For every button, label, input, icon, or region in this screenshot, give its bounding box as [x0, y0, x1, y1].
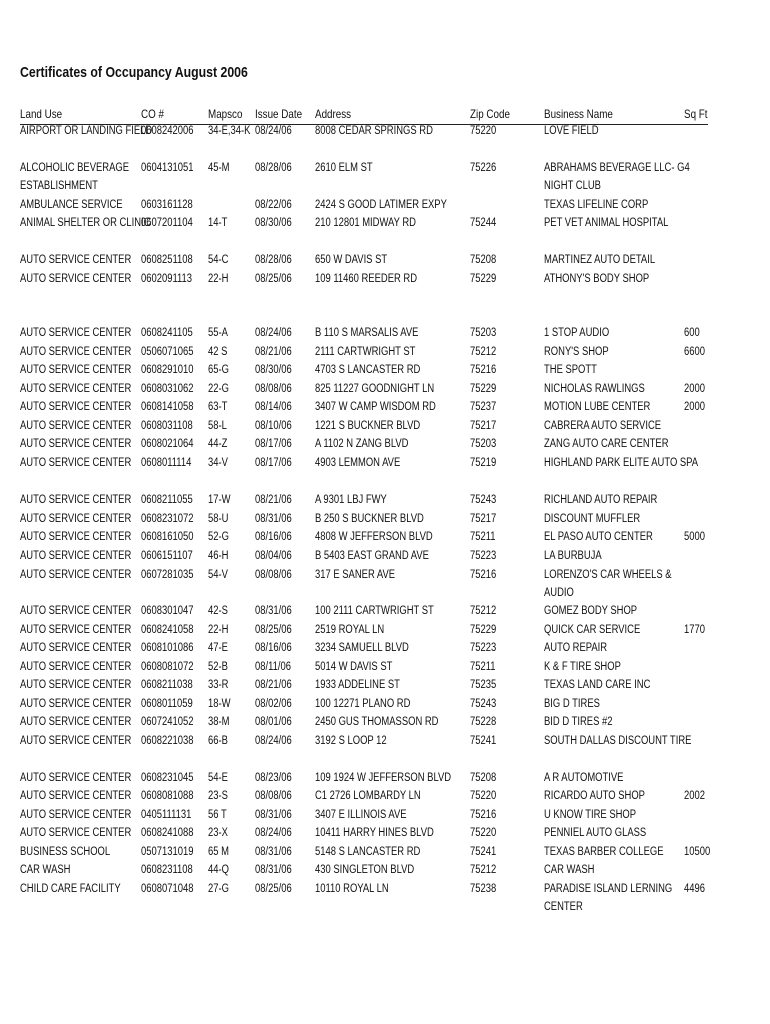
cell-zip: 75208	[470, 772, 497, 784]
cell-issue-date: 08/16/06	[255, 642, 292, 654]
cell-co: 0608251108	[141, 254, 193, 266]
cell-mapsco: 23-S	[208, 790, 228, 802]
page-title: Certificates of Occupancy August 2006	[20, 64, 248, 81]
cell-mapsco: 55-A	[208, 327, 228, 339]
cell-address: 4808 W JEFFERSON BLVD	[315, 531, 433, 543]
cell-address: B 5403 EAST GRAND AVE	[315, 550, 429, 562]
cell-business-name: RICHLAND AUTO REPAIR	[544, 494, 658, 506]
cell-business-name: CABRERA AUTO SERVICE	[544, 420, 662, 432]
cell-issue-date: 08/31/06	[255, 605, 292, 617]
table-row	[0, 380, 770, 398]
cell-sqft: 600	[684, 327, 700, 339]
cell-zip: 75244	[470, 217, 497, 229]
cell-co: 0608031062	[141, 383, 194, 395]
table-row	[0, 251, 770, 269]
cell-business-name: BID D TIRES #2	[544, 716, 613, 728]
cell-land-use: AUTO SERVICE CENTER	[20, 679, 132, 691]
cell-land-use: AUTO SERVICE CENTER	[20, 661, 132, 673]
cell-business-name: K & F TIRE SHOP	[544, 661, 621, 673]
cell-mapsco: 66-B	[208, 735, 228, 747]
cell-business-name: PET VET ANIMAL HOSPITAL	[544, 217, 669, 229]
cell-co: 0608211055	[141, 494, 193, 506]
cell-issue-date: 08/31/06	[255, 809, 292, 821]
cell-address: 100 12271 PLANO RD	[315, 698, 411, 710]
cell-issue-date: 08/24/06	[255, 327, 292, 339]
table-row	[0, 343, 770, 361]
cell-co: 0608141058	[141, 401, 194, 413]
table-row	[0, 676, 770, 694]
cell-zip: 75220	[470, 790, 497, 802]
cell-business-name: PARADISE ISLAND LERNING	[544, 883, 673, 895]
cell-land-use: CHILD CARE FACILITY	[20, 883, 121, 895]
table-row	[0, 214, 770, 232]
cell-mapsco: 44-Q	[208, 864, 229, 876]
column-header-land-use: Land Use	[20, 107, 63, 121]
cell-issue-date: 08/21/06	[255, 346, 292, 358]
cell-mapsco: 33-R	[208, 679, 229, 691]
table-row	[0, 528, 770, 546]
cell-business-name: PENNIEL AUTO GLASS	[544, 827, 647, 839]
cell-mapsco: 18-W	[208, 698, 231, 710]
cell-co: 0604131051	[141, 162, 194, 174]
cell-zip: 75211	[470, 531, 496, 543]
cell-co: 0405111131	[141, 809, 192, 821]
cell-land-use: AUTO SERVICE CENTER	[20, 383, 132, 395]
cell-business-name: RONY'S SHOP	[544, 346, 609, 358]
cell-zip: 75216	[470, 809, 497, 821]
cell-land-use: AUTO SERVICE CENTER	[20, 254, 132, 266]
cell-issue-date: 08/08/06	[255, 790, 292, 802]
cell-sqft: 2000	[684, 401, 705, 413]
cell-business-name: ABRAHAMS BEVERAGE LLC- G4	[544, 162, 690, 174]
cell-issue-date: 08/30/06	[255, 364, 292, 376]
cell-address: B 250 S BUCKNER BLVD	[315, 513, 424, 525]
cell-mapsco: 52-B	[208, 661, 228, 673]
cell-address: 5148 S LANCASTER RD	[315, 846, 421, 858]
cell-land-use: AUTO SERVICE CENTER	[20, 273, 132, 285]
cell-land-use: AUTO SERVICE CENTER	[20, 531, 132, 543]
table-row	[0, 547, 770, 565]
cell-land-use: AUTO SERVICE CENTER	[20, 401, 132, 413]
cell-issue-date: 08/02/06	[255, 698, 292, 710]
cell-zip: 75241	[470, 735, 497, 747]
cell-business-name: SOUTH DALLAS DISCOUNT TIRE	[544, 735, 692, 747]
cell-land-use: AUTO SERVICE CENTER	[20, 346, 132, 358]
cell-business-name: HIGHLAND PARK ELITE AUTO SPA	[544, 457, 699, 469]
cell-land-use: AUTO SERVICE CENTER	[20, 698, 132, 710]
cell-address: 109 11460 REEDER RD	[315, 273, 418, 285]
table-row	[0, 177, 770, 195]
cell-mapsco: 44-Z	[208, 438, 228, 450]
cell-address: 825 11227 GOODNIGHT LN	[315, 383, 435, 395]
cell-zip: 75235	[470, 679, 497, 691]
cell-land-use: AUTO SERVICE CENTER	[20, 569, 132, 581]
table-row	[0, 843, 770, 861]
cell-business-name: TEXAS LIFELINE CORP	[544, 199, 649, 211]
cell-co: 0608101086	[141, 642, 194, 654]
table-row	[0, 658, 770, 676]
cell-address: 3192 S LOOP 12	[315, 735, 387, 747]
table-row	[0, 159, 770, 177]
cell-mapsco: 34-V	[208, 457, 228, 469]
cell-mapsco: 54-E	[208, 772, 228, 784]
cell-mapsco: 56 T	[208, 809, 227, 821]
cell-land-use: AUTO SERVICE CENTER	[20, 772, 132, 784]
cell-issue-date: 08/14/06	[255, 401, 292, 413]
cell-address: 10110 ROYAL LN	[315, 883, 389, 895]
cell-co: 0507131019	[141, 846, 194, 858]
table-row	[0, 510, 770, 528]
cell-zip: 75223	[470, 550, 497, 562]
cell-land-use: AUTO SERVICE CENTER	[20, 809, 132, 821]
cell-land-use: AUTO SERVICE CENTER	[20, 457, 132, 469]
cell-mapsco: 54-V	[208, 569, 228, 581]
cell-business-name: RICARDO AUTO SHOP	[544, 790, 645, 802]
cell-address: A 9301 LBJ FWY	[315, 494, 387, 506]
table-row	[0, 787, 770, 805]
cell-issue-date: 08/30/06	[255, 217, 292, 229]
cell-co: 0608221038	[141, 735, 194, 747]
cell-land-use: AUTO SERVICE CENTER	[20, 790, 132, 802]
table-row	[0, 398, 770, 416]
cell-sqft: 10500	[684, 846, 711, 858]
cell-mapsco: 42 S	[208, 346, 228, 358]
table-row	[0, 880, 770, 898]
cell-business-name: AUTO REPAIR	[544, 642, 608, 654]
cell-issue-date: 08/25/06	[255, 883, 292, 895]
cell-co: 0608242006	[141, 125, 194, 137]
table-row	[0, 769, 770, 787]
cell-zip: 75243	[470, 698, 497, 710]
cell-sqft: 2000	[684, 383, 705, 395]
cell-issue-date: 08/24/06	[255, 125, 292, 137]
table-row	[0, 695, 770, 713]
cell-business-name: MARTINEZ AUTO DETAIL	[544, 254, 656, 266]
cell-land-use: BUSINESS SCHOOL	[20, 846, 111, 858]
cell-issue-date: 08/04/06	[255, 550, 292, 562]
cell-zip: 75203	[470, 438, 497, 450]
cell-zip: 75219	[470, 457, 497, 469]
cell-zip: 75212	[470, 605, 497, 617]
cell-co: 0608081088	[141, 790, 194, 802]
cell-co: 0607201104	[141, 217, 193, 229]
cell-zip: 75229	[470, 624, 497, 636]
cell-zip: 75212	[470, 864, 497, 876]
cell-co: 0608231072	[141, 513, 194, 525]
table-row	[0, 898, 770, 916]
cell-zip: 75203	[470, 327, 497, 339]
cell-issue-date: 08/08/06	[255, 569, 292, 581]
cell-mapsco: 58-L	[208, 420, 227, 432]
cell-co: 0608071048	[141, 883, 194, 895]
cell-issue-date: 08/08/06	[255, 383, 292, 395]
cell-zip: 75220	[470, 125, 497, 137]
cell-issue-date: 08/23/06	[255, 772, 292, 784]
table-row	[0, 732, 770, 750]
cell-business-name: GOMEZ BODY SHOP	[544, 605, 638, 617]
cell-co: 0608011114	[141, 457, 192, 469]
cell-address: 4903 LEMMON AVE	[315, 457, 401, 469]
cell-co: 0608231045	[141, 772, 194, 784]
cell-zip: 75229	[470, 383, 497, 395]
cell-business-name: NIGHT CLUB	[544, 180, 601, 192]
cell-mapsco: 22-H	[208, 273, 229, 285]
table-row	[0, 361, 770, 379]
cell-address: 1221 S BUCKNER BLVD	[315, 420, 421, 432]
cell-mapsco: 14-T	[208, 217, 228, 229]
table-row	[0, 713, 770, 731]
cell-address: A 1102 N ZANG BLVD	[315, 438, 409, 450]
cell-land-use: AUTO SERVICE CENTER	[20, 364, 132, 376]
cell-land-use: AUTO SERVICE CENTER	[20, 716, 132, 728]
cell-land-use: AIRPORT OR LANDING FIELD	[20, 125, 153, 137]
table-row	[0, 639, 770, 657]
column-header-zip: Zip Code	[470, 107, 510, 121]
cell-land-use: AUTO SERVICE CENTER	[20, 605, 132, 617]
cell-land-use: AUTO SERVICE CENTER	[20, 735, 132, 747]
cell-business-name: A R AUTOMOTIVE	[544, 772, 624, 784]
cell-mapsco: 46-H	[208, 550, 229, 562]
cell-issue-date: 08/17/06	[255, 438, 292, 450]
cell-zip: 75223	[470, 642, 497, 654]
cell-business-name: BIG D TIRES	[544, 698, 600, 710]
cell-mapsco: 52-G	[208, 531, 229, 543]
cell-address: C1 2726 LOMBARDY LN	[315, 790, 421, 802]
cell-mapsco: 65-G	[208, 364, 229, 376]
cell-business-name: 1 STOP AUDIO	[544, 327, 610, 339]
cell-issue-date: 08/24/06	[255, 735, 292, 747]
cell-land-use: AUTO SERVICE CENTER	[20, 438, 132, 450]
cell-co: 0608291010	[141, 364, 194, 376]
cell-co: 0608301047	[141, 605, 194, 617]
cell-zip: 75228	[470, 716, 497, 728]
cell-land-use: AUTO SERVICE CENTER	[20, 420, 132, 432]
table-row	[0, 861, 770, 879]
cell-address: 2519 ROYAL LN	[315, 624, 385, 636]
cell-issue-date: 08/22/06	[255, 199, 292, 211]
cell-co: 0608241058	[141, 624, 194, 636]
cell-business-name: THE SPOTT	[544, 364, 597, 376]
column-header-mapsco: Mapsco	[208, 107, 243, 121]
cell-land-use: AUTO SERVICE CENTER	[20, 327, 132, 339]
cell-business-name: LOVE FIELD	[544, 125, 599, 137]
cell-mapsco: 22-G	[208, 383, 229, 395]
cell-co: 0608241105	[141, 327, 193, 339]
table-row	[0, 602, 770, 620]
column-header-business-name: Business Name	[544, 107, 613, 121]
cell-co: 0607241052	[141, 716, 194, 728]
cell-business-name: LORENZO'S CAR WHEELS &	[544, 569, 672, 581]
cell-business-name: MOTION LUBE CENTER	[544, 401, 651, 413]
cell-address: 4703 S LANCASTER RD	[315, 364, 421, 376]
cell-issue-date: 08/28/06	[255, 162, 292, 174]
cell-business-name: TEXAS LAND CARE INC	[544, 679, 651, 691]
cell-issue-date: 08/31/06	[255, 846, 292, 858]
cell-zip: 75216	[470, 569, 497, 581]
cell-issue-date: 08/21/06	[255, 679, 292, 691]
cell-co: 0608011059	[141, 698, 193, 710]
cell-business-name: DISCOUNT MUFFLER	[544, 513, 641, 525]
column-header-co: CO #	[141, 107, 164, 121]
table-row	[0, 584, 770, 602]
column-header-address: Address	[315, 107, 352, 121]
cell-address: 3234 SAMUELL BLVD	[315, 642, 409, 654]
table-row	[0, 196, 770, 214]
cell-mapsco: 42-S	[208, 605, 228, 617]
cell-zip: 75216	[470, 364, 497, 376]
cell-sqft: 4496	[684, 883, 705, 895]
cell-land-use: ALCOHOLIC BEVERAGE	[20, 162, 130, 174]
cell-address: 2450 GUS THOMASSON RD	[315, 716, 439, 728]
cell-land-use: AMBULANCE SERVICE	[20, 199, 123, 211]
cell-zip: 75237	[470, 401, 497, 413]
cell-business-name: QUICK CAR SERVICE	[544, 624, 641, 636]
cell-address: 100 2111 CARTWRIGHT ST	[315, 605, 434, 617]
cell-co: 0608031108	[141, 420, 193, 432]
table-row	[0, 454, 770, 472]
cell-mapsco: 38-M	[208, 716, 230, 728]
cell-issue-date: 08/10/06	[255, 420, 292, 432]
cell-mapsco: 45-M	[208, 162, 230, 174]
cell-mapsco: 65 M	[208, 846, 229, 858]
column-header-issue-date: Issue Date	[255, 107, 303, 121]
cell-sqft: 5000	[684, 531, 705, 543]
cell-land-use: AUTO SERVICE CENTER	[20, 494, 132, 506]
cell-land-use: AUTO SERVICE CENTER	[20, 513, 132, 525]
cell-address: 2610 ELM ST	[315, 162, 373, 174]
cell-business-name: EL PASO AUTO CENTER	[544, 531, 653, 543]
cell-zip: 75208	[470, 254, 497, 266]
cell-business-name: TEXAS BARBER COLLEGE	[544, 846, 664, 858]
cell-issue-date: 08/31/06	[255, 513, 292, 525]
cell-mapsco: 27-G	[208, 883, 229, 895]
cell-issue-date: 08/25/06	[255, 273, 292, 285]
cell-co: 0607281035	[141, 569, 194, 581]
cell-zip: 75226	[470, 162, 497, 174]
cell-issue-date: 08/31/06	[255, 864, 292, 876]
cell-mapsco: 23-X	[208, 827, 228, 839]
cell-mapsco: 58-U	[208, 513, 229, 525]
cell-issue-date: 08/25/06	[255, 624, 292, 636]
cell-zip: 75229	[470, 273, 497, 285]
cell-land-use: AUTO SERVICE CENTER	[20, 550, 132, 562]
cell-co: 0608161050	[141, 531, 194, 543]
cell-mapsco: 34-E,34-K	[208, 125, 251, 137]
table-row	[0, 491, 770, 509]
cell-business-name: U KNOW TIRE SHOP	[544, 809, 637, 821]
cell-address: 2111 CARTWRIGHT ST	[315, 346, 416, 358]
cell-co: 0602091113	[141, 273, 193, 285]
table-row	[0, 621, 770, 639]
cell-zip: 75211	[470, 661, 496, 673]
cell-co: 0608021064	[141, 438, 194, 450]
cell-mapsco: 22-H	[208, 624, 229, 636]
cell-business-name: CENTER	[544, 901, 583, 913]
cell-zip: 75220	[470, 827, 497, 839]
table-row	[0, 806, 770, 824]
cell-address: 210 12801 MIDWAY RD	[315, 217, 416, 229]
cell-mapsco: 47-E	[208, 642, 228, 654]
cell-business-name: ATHONY'S BODY SHOP	[544, 273, 650, 285]
table-row	[0, 824, 770, 842]
table-header	[0, 105, 770, 123]
cell-issue-date: 08/24/06	[255, 827, 292, 839]
cell-address: 430 SINGLETON BLVD	[315, 864, 415, 876]
cell-business-name: CAR WASH	[544, 864, 595, 876]
cell-address: B 110 S MARSALIS AVE	[315, 327, 419, 339]
cell-address: 3407 E ILLINOIS AVE	[315, 809, 407, 821]
cell-address: 10411 HARRY HINES BLVD	[315, 827, 434, 839]
cell-co: 0603161128	[141, 199, 193, 211]
column-header-sqft: Sq Ft	[684, 107, 708, 121]
cell-issue-date: 08/17/06	[255, 457, 292, 469]
cell-business-name: NICHOLAS RAWLINGS	[544, 383, 645, 395]
cell-business-name: AUDIO	[544, 587, 574, 599]
table-row	[0, 324, 770, 342]
cell-land-use: ESTABLISHMENT	[20, 180, 98, 192]
cell-business-name: LA BURBUJA	[544, 550, 602, 562]
cell-land-use: AUTO SERVICE CENTER	[20, 827, 132, 839]
cell-co: 0608241088	[141, 827, 194, 839]
cell-zip: 75238	[470, 883, 497, 895]
cell-address: 5014 W DAVIS ST	[315, 661, 393, 673]
cell-issue-date: 08/16/06	[255, 531, 292, 543]
cell-land-use: AUTO SERVICE CENTER	[20, 642, 132, 654]
cell-business-name: ZANG AUTO CARE CENTER	[544, 438, 669, 450]
cell-sqft: 1770	[684, 624, 705, 636]
cell-co: 0608081072	[141, 661, 194, 673]
cell-co: 0606151107	[141, 550, 193, 562]
cell-co: 0608231108	[141, 864, 193, 876]
cell-zip: 75241	[470, 846, 497, 858]
cell-co: 0506071065	[141, 346, 194, 358]
cell-sqft: 6600	[684, 346, 705, 358]
table-row	[0, 270, 770, 288]
cell-address: 317 E SANER AVE	[315, 569, 396, 581]
cell-address: 650 W DAVIS ST	[315, 254, 388, 266]
cell-mapsco: 17-W	[208, 494, 231, 506]
cell-co: 0608211038	[141, 679, 193, 691]
cell-issue-date: 08/21/06	[255, 494, 292, 506]
cell-zip: 75243	[470, 494, 497, 506]
cell-address: 3407 W CAMP WISDOM RD	[315, 401, 436, 413]
cell-land-use: CAR WASH	[20, 864, 71, 876]
cell-issue-date: 08/11/06	[255, 661, 292, 673]
table-row	[0, 435, 770, 453]
cell-land-use: ANIMAL SHELTER OR CLINIC	[20, 217, 151, 229]
cell-land-use: AUTO SERVICE CENTER	[20, 624, 132, 636]
cell-address: 1933 ADDELINE ST	[315, 679, 400, 691]
cell-zip: 75212	[470, 346, 497, 358]
cell-sqft: 2002	[684, 790, 705, 802]
table-row	[0, 417, 770, 435]
cell-zip: 75217	[470, 420, 497, 432]
cell-mapsco: 63-T	[208, 401, 228, 413]
cell-issue-date: 08/01/06	[255, 716, 292, 728]
cell-address: 8008 CEDAR SPRINGS RD	[315, 125, 433, 137]
cell-address: 109 1924 W JEFFERSON BLVD	[315, 772, 452, 784]
cell-address: 2424 S GOOD LATIMER EXPY	[315, 199, 447, 211]
cell-issue-date: 08/28/06	[255, 254, 292, 266]
table-row	[0, 566, 770, 584]
table-row	[0, 122, 770, 140]
cell-zip: 75217	[470, 513, 497, 525]
cell-mapsco: 54-C	[208, 254, 229, 266]
